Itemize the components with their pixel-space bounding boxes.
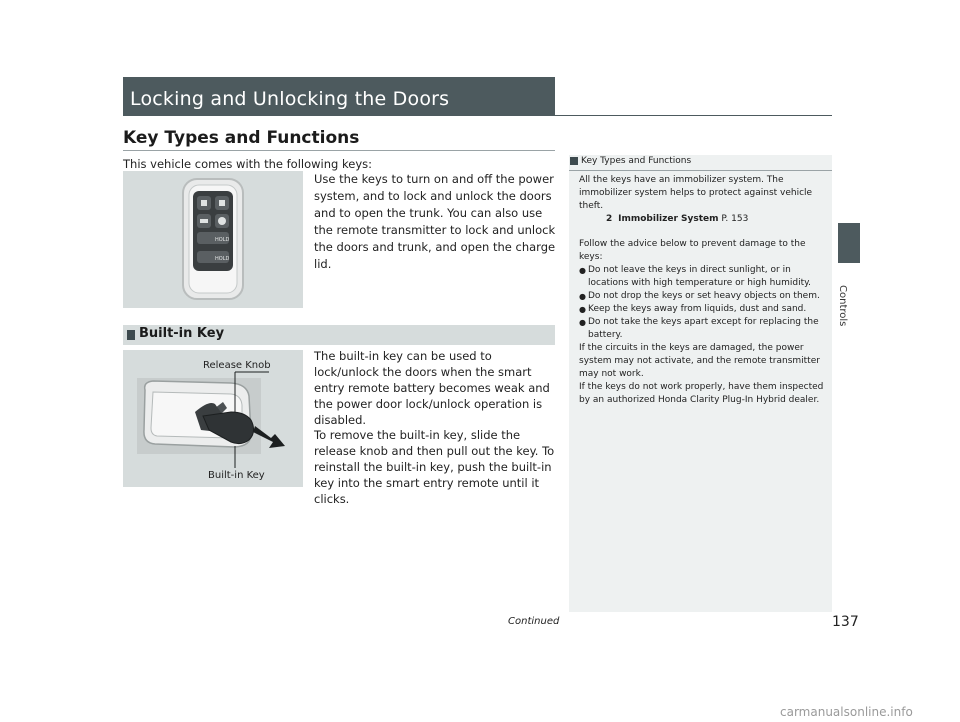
sidebar-body (579, 174, 827, 407)
sidebar-para-4: If the keys do not work properly, have them inspected by an authorized Honda Clarity Plug-In Hybrid dealer. (579, 382, 824, 405)
intro-text: This vehicle comes with the following keys: (123, 157, 372, 171)
sidebar-heading (570, 156, 691, 166)
banner-underline (555, 115, 832, 116)
list-item: ● Do not take the keys apart except for replacing the battery. (579, 316, 827, 342)
hold-label-1: HOLD (215, 237, 230, 243)
built-in-key-image (123, 350, 303, 487)
immobilizer-xref[interactable] (579, 213, 827, 226)
sidebar-heading-rule (569, 170, 832, 171)
continued-label: Continued (508, 616, 560, 627)
key-description: Use the keys to turn on and off the power system, and to lock and unlock the doors and to open the trunk. You can also use the remote transmitter to lock and unlock the doors and trunk, and open the charge lid. (314, 172, 556, 271)
built-in-key-paragraph-2: To remove the built-in key, slide the release knob and then pull out the key. To reinstall the built-in key, push the built-in key into the smart entry remote until it clicks. (314, 428, 555, 506)
xref-arrow-icon: 2 (606, 214, 613, 224)
list-item: ● Do not drop the keys or set heavy objects on them. (579, 290, 827, 303)
page-number: 137 (832, 614, 859, 630)
smart-key-image (123, 171, 303, 308)
built-in-key-title: Built-in Key (139, 326, 225, 341)
section-title-rule (123, 150, 555, 151)
sidebar-para-3: If the circuits in the keys are damaged, the power system may not activate, and the remote transmitter may not work. (579, 343, 820, 379)
smart-key-illustration (123, 171, 303, 308)
section-marker-icon (127, 330, 135, 340)
section-title: Key Types and Functions (123, 128, 360, 148)
chapter-side-tab (838, 223, 860, 263)
built-in-key-label: Built-in Key (208, 470, 265, 481)
sidebar-heading-text: Key Types and Functions (581, 156, 692, 166)
note-marker-icon (570, 157, 578, 165)
built-in-key-section-bar (123, 325, 555, 345)
sidebar-para-2: Follow the advice below to prevent damage to the keys: (579, 239, 806, 262)
side-tab-label: Controls (837, 285, 848, 327)
advice-list (579, 264, 827, 342)
list-item: ● Keep the keys away from liquids, dust and sand. (579, 303, 827, 316)
xref-label[interactable]: Immobilizer System (618, 214, 719, 224)
watermark: carmanualsonline.info (780, 705, 913, 719)
built-in-key-paragraph-1: The built-in key can be used to lock/unlock the doors when the smart entry remote battery becomes weak and the power door lock/unlock operation is disabled. (314, 349, 550, 427)
list-item: ● Do not leave the keys in direct sunlight, or in locations with high temperature or high humidity. (579, 264, 827, 290)
sidebar-para-1: All the keys have an immobilizer system. The immobilizer system helps to protect against vehicle theft. (579, 175, 813, 211)
xref-page: P. 153 (721, 214, 749, 224)
release-knob-label: Release Knob (203, 360, 271, 371)
spacer (579, 226, 827, 238)
chapter-title: Locking and Unlocking the Doors (130, 88, 450, 110)
hold-label-2: HOLD (215, 256, 230, 262)
